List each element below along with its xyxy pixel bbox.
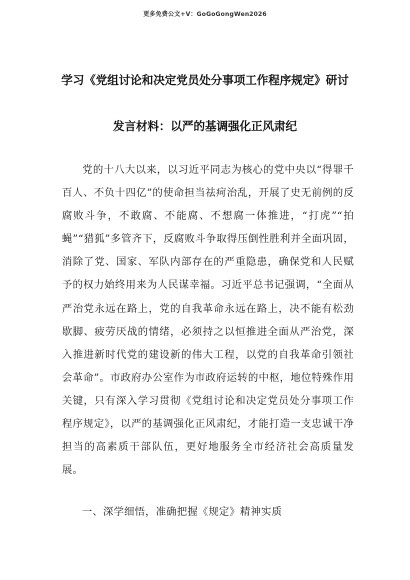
section-heading: 一、深学细悟，准确把握《规定》精神实质 [82,507,283,518]
body-paragraph: 党的十八大以来，以习近平同志为核心的党中央以“得罪千百人、不负十四亿”的使命担当祛疴治乱，开展了史无前例的反腐败斗争，不敢腐、不能腐、不想腐一体推进，“打虎”“拍蝇”“猎狐”多管齐下，反腐败斗争取得压倒性胜利并全面巩固，消除了党、国家、军队内部存在的严重隐患，确保党和人民赋予的权力始终用来为人民谋幸福。习近平总书记强调，“全面从严治党永远在路上，党的自我革命永远在路上，决不能有松劲歇脚、疲劳厌战的情绪，必须持之以恒推进全面从严治党，深入推进新时代党的建设新的伟大工程，以党的自我革命引领社会革命”。市政府办公室作为市政府运转的中枢，地位特殊作用关键，只有深入学习贯彻《党组讨论和决定党员处分事项工作程序规定》，以严的基调强化正风肃纪，才能打造一支忠诚干净担当的高素质干部队伍，更好地服务全市经济社会高质量发展。 [62,165,354,477]
document-body [62,159,354,482]
document-title-line-2: 发言材料：以严的基调强化正风肃纪 [113,119,297,133]
document-title-line-1: 学习《党组讨论和决定党员处分事项工作程序规定》研讨 [61,73,349,87]
header-note: 更多免费公文+V：GoGoGongWen2026 [143,11,267,18]
